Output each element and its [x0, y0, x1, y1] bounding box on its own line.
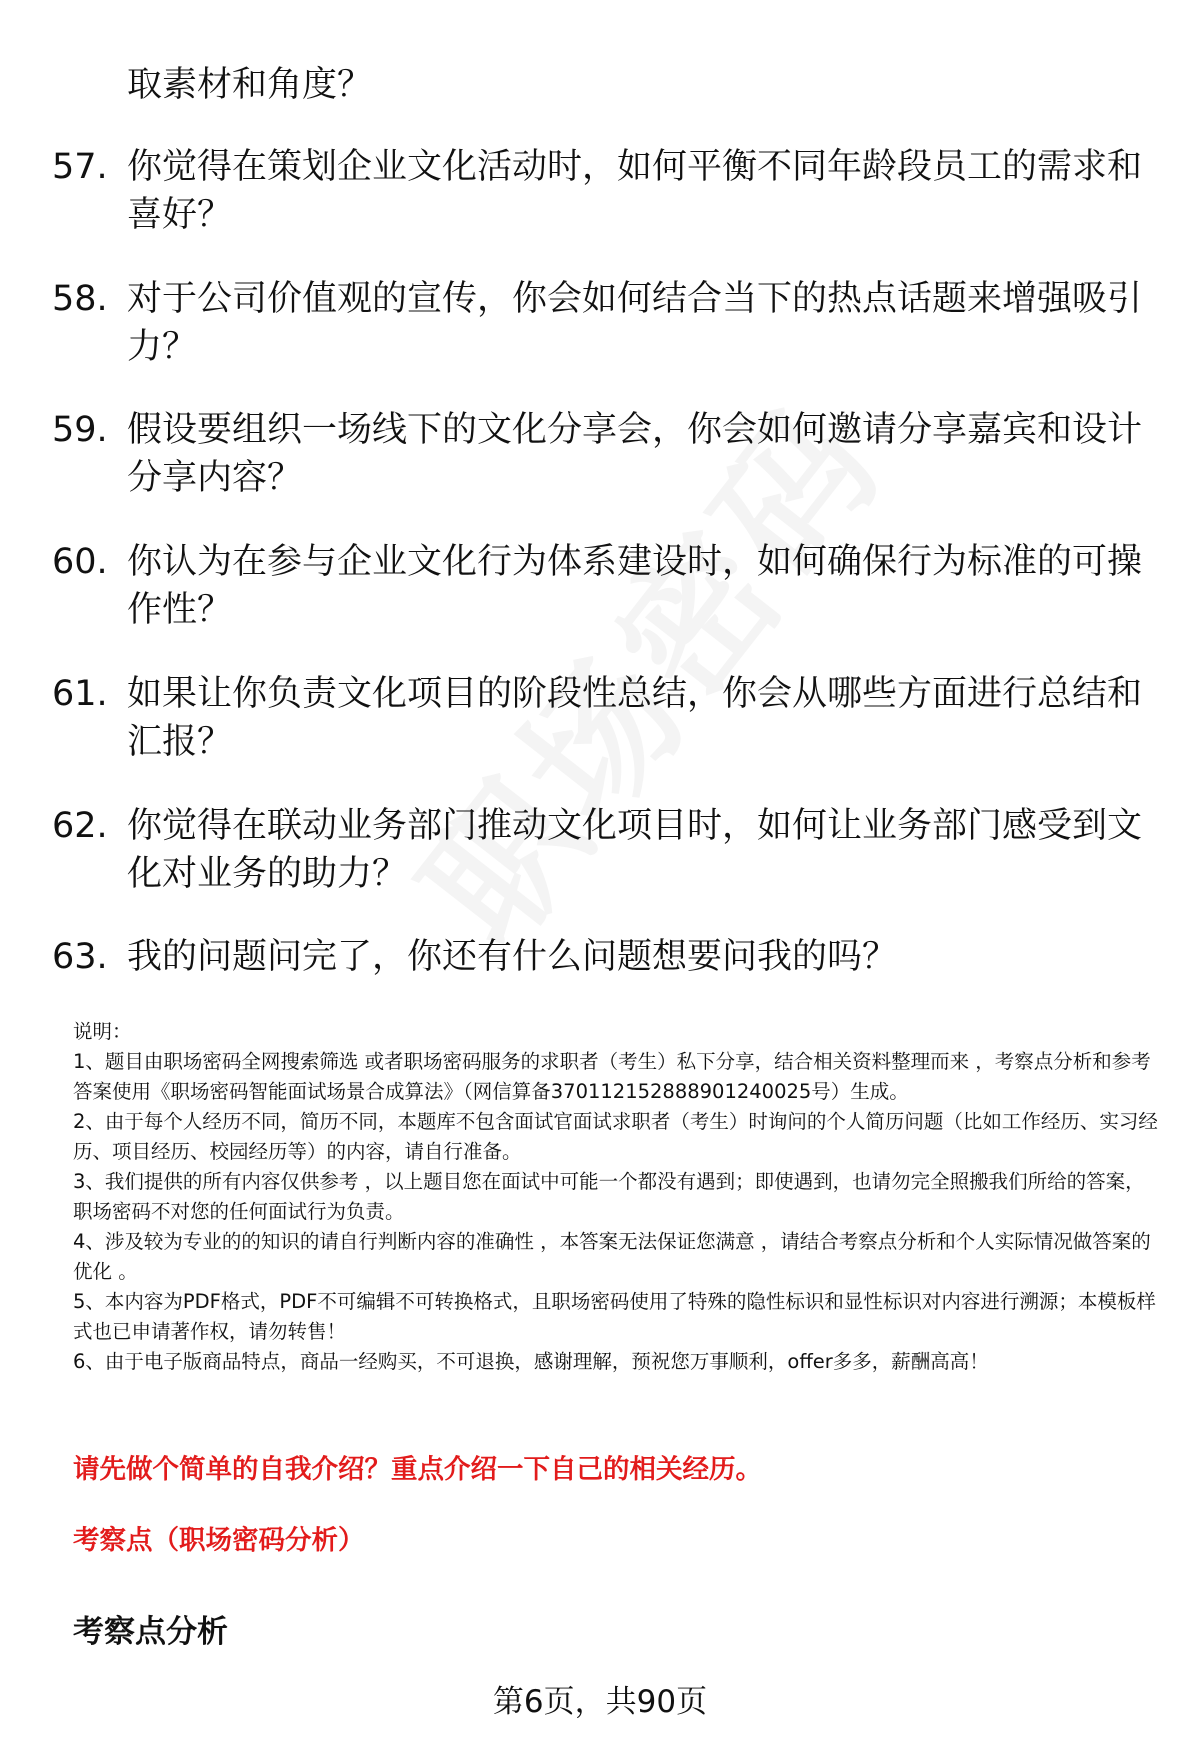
question-number: 59. [52, 410, 108, 450]
page-number: 第6页，共90页 [492, 1684, 708, 1720]
question-number: 62. [52, 806, 108, 846]
note-item: 2、由于每个人经历不同，简历不同，本题库不包含面试官面试求职者（考生）时询问的个人简历问题（比如工作经历、实习经历、项目经历、校园经历等）的内容，请自行准备。 [73, 1110, 1158, 1163]
question-text: 取素材和角度？ [127, 65, 373, 105]
question-61 [52, 670, 1152, 766]
question-63 [52, 933, 1152, 981]
note-item: 4、涉及较为专业的的知识的请自行判断内容的准确性 ，本答案无法保证您满意 ，请结合考察点分析和个人实际情况做答案的优化 。 [73, 1230, 1151, 1283]
note-item: 3、我们提供的所有内容仅供参考 ，以上题目您在面试中可能一个都没有遇到；即使遇到，也请勿完全照搬我们所给的答案，职场密码不对您的任何面试行为负责。 [73, 1170, 1145, 1223]
question-62 [52, 802, 1152, 898]
question-number: 61. [52, 674, 108, 714]
question-number: 58. [52, 279, 108, 319]
question-text: 你认为在参与企业文化行为体系建设时，如何确保行为标准的可操作性？ [127, 542, 1143, 630]
analysis-heading: 考察点分析 [73, 1614, 228, 1650]
question-text: 假设要组织一场线下的文化分享会，你会如何邀请分享嘉宾和设计分享内容？ [127, 410, 1143, 498]
question-57 [52, 143, 1152, 239]
question-number: 63. [52, 937, 108, 977]
question-number: 60. [52, 542, 108, 582]
question-58 [52, 275, 1152, 371]
question-text: 你觉得在策划企业文化活动时，如何平衡不同年龄段员工的需求和喜好？ [127, 147, 1143, 235]
note-item: 6、由于电子版商品特点，商品一经购买，不可退换，感谢理解，预祝您万事顺利，offer多多，薪酬高高！ [73, 1350, 989, 1373]
notes-section [73, 1017, 1158, 1377]
question-text: 如果让你负责文化项目的阶段性总结，你会从哪些方面进行总结和汇报？ [127, 674, 1143, 762]
question-text: 你觉得在联动业务部门推动文化项目时，如何让业务部门感受到文化对业务的助力？ [127, 806, 1143, 894]
question-text: 我的问题问完了，你还有什么问题想要问我的吗？ [127, 937, 898, 977]
note-item: 1、题目由职场密码全网搜索筛选 或者职场密码服务的求职者（考生）私下分享，结合相关资料整理而来 ，考察点分析和参考答案使用《职场密码智能面试场景合成算法》（网信算备370112152888901240025号）生成。 [73, 1050, 1151, 1103]
note-item: 5、本内容为PDF格式，PDF不可编辑不可转换格式，且职场密码使用了特殊的隐性标识和显性标识对内容进行溯源；本模板样式也已申请著作权，请勿转售！ [73, 1290, 1156, 1343]
question-60 [52, 538, 1152, 634]
interview-question-heading: 请先做个简单的自我介绍？重点介绍一下自己的相关经历。 [73, 1454, 762, 1485]
question-56-continuation [52, 61, 1152, 109]
question-59 [52, 406, 1152, 502]
question-text: 对于公司价值观的宣传，你会如何结合当下的热点话题来增强吸引力？ [127, 279, 1143, 367]
notes-title: 说明： [73, 1020, 132, 1043]
question-number: 57. [52, 147, 108, 187]
assessment-point-label: 考察点（职场密码分析） [73, 1525, 365, 1556]
